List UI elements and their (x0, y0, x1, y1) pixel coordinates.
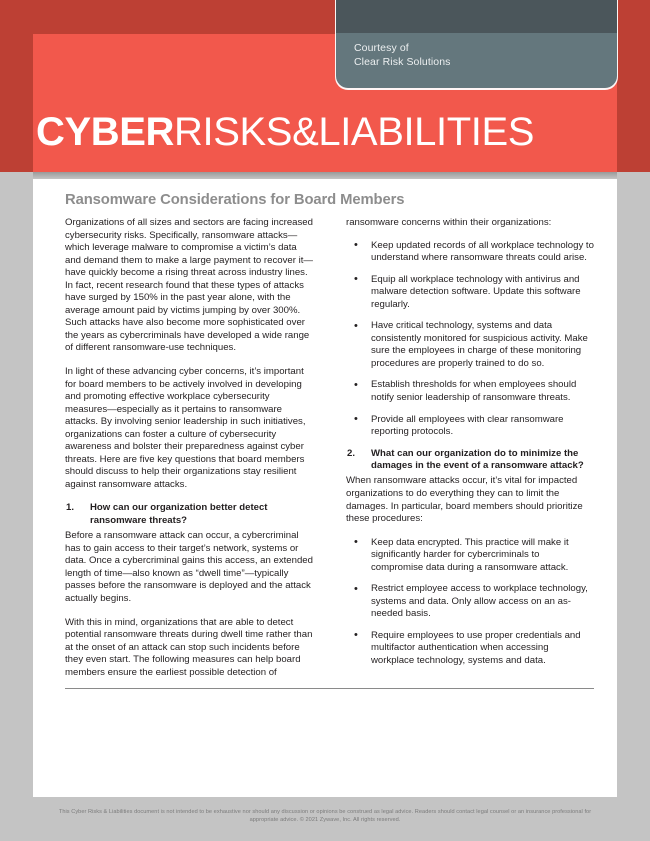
paragraph: With this in mind, organizations that are able to detect potential ransomware threats during dwell time rather than at the onset of an attack can stop such incidents before they even start. The following measures can help board members ensure the earliest possible detection of (65, 616, 313, 678)
paragraph: ransomware concerns within their organizations: (346, 217, 552, 228)
courtesy-text (354, 42, 451, 69)
bullet-list-question-2 (346, 537, 594, 668)
list-item-text: Provide all employees with clear ransomware reporting protocols. (371, 413, 564, 438)
publication-wordmark (36, 112, 534, 152)
list-item (346, 414, 594, 439)
column-right (346, 217, 594, 677)
page-title: Ransomware Considerations for Board Members (65, 192, 405, 208)
bullet-icon: • (354, 413, 358, 426)
list-item-text: Equip all workplace technology with antivirus and malware detection software. Update this software regularly. (371, 273, 581, 310)
question-number: 2. (347, 447, 356, 459)
question-heading-1 (65, 502, 313, 527)
list-item-text: Keep updated records of all workplace technology to understand where ransomware threats could arise. (371, 239, 594, 264)
courtesy-card (336, 0, 617, 88)
list-item (346, 240, 594, 265)
list-item-text: Keep data encrypted. This practice will make it significantly harder for cybercriminals to compromise data during a ransomware attack. (371, 536, 569, 573)
wordmark-light: RISKS&LIABILITIES (174, 110, 535, 154)
bullet-icon: • (354, 239, 358, 252)
footer-divider-rule (65, 688, 594, 689)
list-item-text: Have critical technology, systems and data consistently monitored for suspicious activity. Make sure the employees in charge of these monitoring procedures are properly trained to do so. (371, 320, 588, 369)
list-item-text: Require employees to use proper credentials and multifactor authentication when accessing workplace technology, systems and data. (371, 629, 581, 667)
list-item (346, 537, 594, 575)
courtesy-line-2: Clear Risk Solutions (354, 55, 451, 68)
question-heading-2 (346, 448, 594, 473)
bullet-icon: • (354, 273, 358, 286)
list-item (346, 630, 594, 668)
list-item-text: Restrict employee access to workplace technology, systems and data. Only allow access on an as-needed basis. (371, 583, 588, 620)
wordmark-bold: CYBER (36, 110, 175, 154)
question-number: 1. (66, 502, 75, 514)
bullet-icon: • (354, 319, 358, 332)
paragraph: Before a ransomware attack can occur, a cybercriminal has to gain access to their target’s network, systems or data. Once a cybercriminal gains this access, an extended length of time—also known as “dwell time”—typically passes before the ransomware is deployed and the attack actually begins. (65, 530, 313, 605)
list-item-text: Establish thresholds for when employees should notify senior leadership of ransomware threats. (371, 379, 577, 404)
column-left (65, 217, 313, 690)
legal-footer-line-1: This Cyber Risks & Liabilities document is not intended to be exhaustive nor should any discussion or opinions be construed as legal advice. Readers should contact legal counsel or an insurance professional for (58, 809, 592, 815)
masthead-shadow (33, 172, 617, 179)
legal-footer-line-2: appropriate advice. © 2021 Zywave, Inc. All rights reserved. (249, 817, 401, 824)
paragraph: When ransomware attacks occur, it’s vital for impacted organizations to do everything they can to limit the damages. In particular, board members should prioritize these procedures: (346, 475, 583, 525)
bullet-icon: • (354, 378, 358, 391)
list-item (346, 320, 594, 370)
paragraph: Organizations of all sizes and sectors are facing increased cybersecurity risks. Specifically, ransomware attacks—which leverage malware to compromise a victim’s data and demand them to make a large payment to recover it—have quickly become a rising threat across industry lines. In fact, recent research found that these types of attacks have surged by 150% in the past year alone, with the average amount paid by victims jumping by over 300%. Such attacks have also become more sophisticated over the years as cybercriminals have developed a wide range of different ransomware-use techniques. (65, 217, 313, 354)
list-item (346, 274, 594, 312)
content-sheet (33, 179, 617, 797)
bullet-list-question-1 (346, 240, 594, 439)
bullet-icon: • (354, 629, 358, 642)
courtesy-line-1: Courtesy of (354, 42, 409, 54)
courtesy-card-top-strip (336, 0, 617, 33)
paragraph: In light of these advancing cyber concerns, it’s important for board members to be actively involved in developing and promoting effective workplace cybersecurity measures—especially as it pertains to ransomware attacks. By involving senior leadership in such initiatives, organizations can foster a culture of cybersecurity awareness and bolster their preparedness against cyber threats. Here are five key questions that board members should discuss to help their organizations stay resilient against ransomware attacks. (65, 366, 306, 490)
list-item (346, 379, 594, 404)
list-item (346, 583, 594, 621)
article-columns (65, 217, 594, 687)
question-text: What can our organization do to minimize the damages in the event of a ransomware attack? (371, 447, 584, 472)
question-text: How can our organization better detect ransomware threats? (90, 502, 268, 526)
bullet-icon: • (354, 536, 358, 549)
legal-footer (0, 808, 650, 825)
bullet-icon: • (354, 582, 358, 595)
